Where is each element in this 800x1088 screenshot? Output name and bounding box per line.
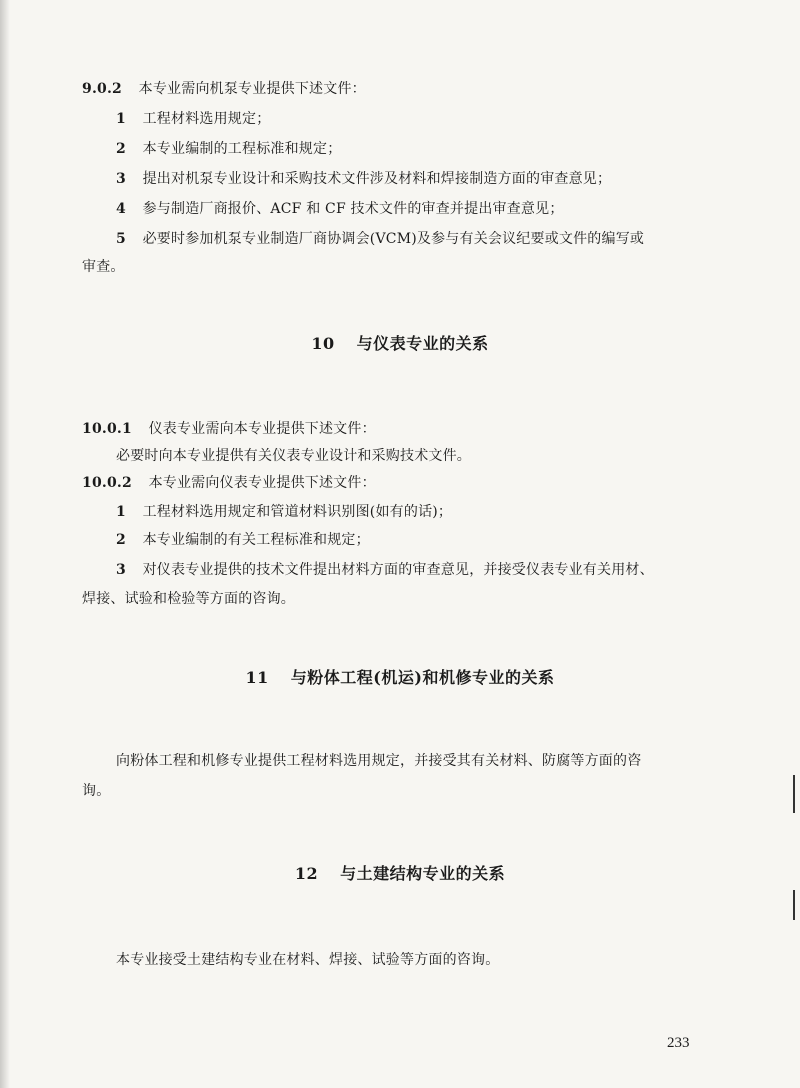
list-item (116, 170, 611, 188)
paragraph-continuation: 询。 (82, 783, 111, 799)
chapter-number: 11 (245, 668, 269, 687)
chapter-heading-12 (0, 864, 800, 884)
item-text: 工程材料选用规定； (142, 111, 271, 127)
list-item (116, 230, 644, 248)
scan-mark (793, 775, 795, 813)
item-number: 3 (116, 171, 126, 187)
clause-lead: 本专业需向仪表专业提供下述文件： (148, 475, 376, 491)
item-continuation: 审查。 (82, 259, 125, 275)
item-number: 5 (116, 231, 126, 247)
chapter-title: 与粉体工程(机运)和机修专业的关系 (290, 668, 555, 687)
item-text: 参与制造厂商报价、ACF 和 CF 技术文件的审查并提出审查意见； (142, 201, 564, 217)
chapter-number: 12 (294, 864, 319, 883)
item-continuation: 焊接、试验和检验等方面的咨询。 (82, 591, 295, 607)
item-number: 1 (116, 111, 126, 127)
list-item (116, 531, 370, 549)
clause-lead: 本专业需向机泵专业提供下述文件： (138, 81, 366, 97)
list-item (116, 110, 270, 128)
item-text: 提出对机泵专业设计和采购技术文件涉及材料和焊接制造方面的审查意见； (142, 171, 612, 187)
item-number: 2 (116, 532, 126, 548)
item-text: 工程材料选用规定和管道材料识别图(如有的话)； (142, 504, 453, 520)
clause-number: 10.0.2 (82, 475, 132, 491)
clause-9-0-2 (82, 80, 366, 98)
paragraph: 本专业接受土建结构专业在材料、焊接、试验等方面的咨询。 (116, 952, 500, 968)
clause-body: 必要时向本专业提供有关仪表专业设计和采购技术文件。 (116, 448, 471, 464)
item-number: 1 (116, 504, 126, 520)
chapter-title: 与仪表专业的关系 (356, 334, 489, 353)
item-text: 本专业编制的工程标准和规定； (142, 141, 342, 157)
chapter-title: 与土建结构专业的关系 (340, 864, 506, 883)
item-text: 对仪表专业提供的技术文件提出材料方面的审查意见，并接受仪表专业有关用材、 (142, 562, 654, 578)
item-text: 本专业编制的有关工程标准和规定； (142, 532, 370, 548)
list-item (116, 503, 452, 521)
list-item (116, 561, 654, 579)
clause-number: 9.0.2 (82, 81, 122, 97)
item-number: 2 (116, 141, 126, 157)
item-text: 必要时参加机泵专业制造厂商协调会(VCM)及参与有关会议纪要或文件的编写或 (142, 231, 645, 247)
clause-number: 10.0.1 (82, 421, 132, 437)
scan-shadow-edge (0, 0, 10, 1088)
page-number: 233 (667, 1035, 690, 1051)
chapter-number: 10 (311, 334, 335, 353)
chapter-heading-10 (0, 334, 800, 354)
clause-10-0-1 (82, 420, 376, 438)
paragraph: 向粉体工程和机修专业提供工程材料选用规定，并接受其有关材料、防腐等方面的咨 (116, 753, 642, 769)
clause-10-0-2 (82, 474, 376, 492)
item-number: 4 (116, 201, 126, 217)
chapter-heading-11 (0, 668, 800, 688)
list-item (116, 200, 564, 218)
item-number: 3 (116, 562, 126, 578)
scan-mark (793, 890, 795, 920)
clause-lead: 仪表专业需向本专业提供下述文件： (148, 421, 376, 437)
list-item (116, 140, 341, 158)
